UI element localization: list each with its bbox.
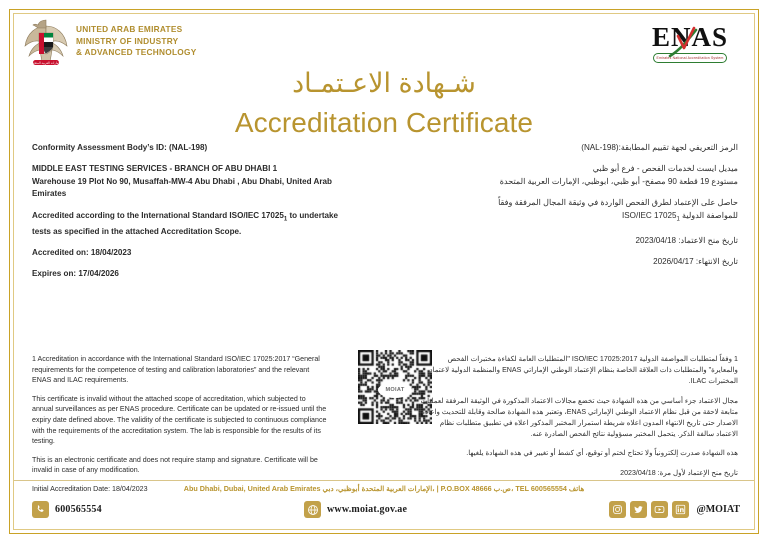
note-validity-en: This certificate is invalid without the attached scope of accreditation, which subjected to annual surveillances as per ENAS procedure. Certificate can be updated or re-issued until the expiry date defined above. The validity of the certificate is subjected to continuous compliance with the requirements of the accreditation system. The lab is responsible for the results of its testing. xyxy=(32,394,327,446)
footer-phone-number: 600565554 xyxy=(55,504,102,515)
footer-website-url: www.moiat.gov.ae xyxy=(327,504,408,515)
twitter-icon[interactable] xyxy=(630,501,647,518)
footer-website[interactable] xyxy=(304,501,407,518)
cab-id-ar: الرمز التعريفي لجهة تقييم المطابقة:(NAL-198) xyxy=(581,143,738,152)
note-electronic-en: This is an electronic certificate and does not require stamp and signature. Certificate will be invalid in case of any modification. xyxy=(32,455,318,475)
enas-logo-wordmark: ENAS xyxy=(651,22,729,52)
footer-address-line: Abu Dhabi, Dubai, United Arab Emirates الإمارات العربية المتحدة أبوظبي، دبي، | P.O.BOX 48666 ص.ب، TEL 600565554 هاتف xyxy=(183,484,585,493)
uae-falcon-emblem-icon xyxy=(22,16,70,68)
standard-statement-ar xyxy=(408,197,738,225)
ministry-line-2: MINISTRY OF INDUSTRY xyxy=(76,35,179,46)
body-column-english xyxy=(32,142,352,290)
note-footnote-en: 1 Accreditation in accordance with the International Standard ISO/IEC 17025:2017 “General requirements for the competence of testing and calibration laboratories” and the relevant ENAS and ILAC requirements. xyxy=(32,355,320,385)
certificate-header xyxy=(14,14,754,74)
certificate-title-arabic: شـهادة الاعـتمـاد xyxy=(292,68,476,98)
note-electronic-ar: هذه الشهادة صدرت إلكترونياً ولا تحتاج لختم أو توقيع، أي كشط أو تغيير في هذه الشهادة يلغيها. xyxy=(466,449,738,458)
initial-accreditation-date-en: Initial Accreditation Date: 18/04/2023 xyxy=(32,484,148,493)
organization-address-en: Warehouse 19 Plot No 90, Musaffah-MW-4 Abu Dhabi , Abu Dhabi, United Arab Emirates xyxy=(32,176,332,199)
enas-logo-subtitle: Emirates National Accreditation System xyxy=(653,53,728,63)
linkedin-icon[interactable] xyxy=(672,501,689,518)
certificate-body xyxy=(14,142,754,317)
instagram-icon[interactable] xyxy=(609,501,626,518)
organization-address-ar: مستودع 19 قطعة 90 مصفح- أبو ظبي، ابوظبي، الإمارات العربية المتحدة xyxy=(499,176,738,186)
globe-icon xyxy=(304,501,321,518)
footer-phone[interactable] xyxy=(32,501,102,518)
body-column-arabic xyxy=(408,142,738,277)
standard-footnote-marker-ar: 1 xyxy=(676,216,680,223)
svg-text:الإمارات العربية المتحدة: الإمارات العربية المتحدة xyxy=(31,61,61,65)
accredited-on-ar: تاريخ منح الاعتماد: 2023/04/18 xyxy=(635,235,738,245)
certificate-title-english: Accreditation Certificate xyxy=(234,107,534,138)
standard-statement-en xyxy=(32,210,352,238)
enas-logo xyxy=(638,22,742,68)
note-footnote-ar: 1 وفقاً لمتطلبات المواصفة الدولية ISO/IEC 17025:2017 "المتطلبات العامة لكفاءة مختبرات الفحص والمعايرة" والمتطلبات ذات العلاقة الخاصة بنظام الإعتماد الوطني الإماراتي ENAS والمنظمة الدولية لاعتماد المختبرات ILAC. xyxy=(429,355,738,386)
phone-icon xyxy=(32,501,49,518)
ministry-name xyxy=(76,24,197,59)
standard-statement-en-a: Accredited according to the International Standard ISO/IEC 17025 xyxy=(32,210,284,220)
youtube-icon[interactable] xyxy=(651,501,668,518)
ministry-line-1: UNITED ARAB EMIRATES xyxy=(76,24,183,34)
organization-name-ar: ميديل ايست لخدمات الفحص - فرع أبو ظبي xyxy=(592,164,738,174)
initial-accreditation-date-ar: تاريخ منح الإعتماد لأول مرة: 2023/04/18 xyxy=(620,468,738,477)
certificate-footer xyxy=(14,480,754,529)
accredited-on-en: Accredited on: 18/04/2023 xyxy=(32,248,132,258)
footer-social-handle: @MOIAT xyxy=(696,504,740,515)
organization-name-en: MIDDLE EAST TESTING SERVICES - BRANCH OF ABU DHABI 1 xyxy=(32,164,278,174)
notes-arabic xyxy=(420,354,738,487)
expires-on-ar: تاريخ الانتهاء: 2026/04/17 xyxy=(653,257,738,267)
qr-center-label: MOIAT xyxy=(378,382,412,398)
standard-statement-ar-a: حاصل على الإعتماد لطرق الفحص الواردة في وثيقة المجال المرفقة وفقاً xyxy=(498,198,738,208)
standard-statement-ar-b-text: للمواصفة الدولية ISO/IEC 17025 xyxy=(622,210,738,220)
standard-statement-ar-b xyxy=(408,210,738,226)
standard-statement-en-b: to undertake tests as specified in the attached Accreditation Scope. xyxy=(32,210,339,236)
note-validity-ar: مجال الاعتماد جزء أساسي من هذه الشهادة حيث تخضع مجالات الاعتماد المذكورة في الوثيقة المرفقة لعمليات متابعة لاحقة من قبل نظام الاعتماد الوطني الإماراتي ENAS، وتعتبر هذه الشهادة صالحة وقابلة للتحديث واعادة الاصدار حتى تاريخ الانتهاء المدون اعلاه شريطة استمرار المختبر المذكور اعلاه في تطبيق متطلبات نظام الاعتماد سالفة الذكر. يتحمل المختبر مسؤولية نتائج الفحص الصادرة عنه. xyxy=(420,396,738,439)
ministry-line-3: & ADVANCED TECHNOLOGY xyxy=(76,47,197,57)
expires-on-en: Expires on: 17/04/2026 xyxy=(32,269,119,279)
standard-footnote-marker-en: 1 xyxy=(283,216,288,223)
cab-id-en: Conformity Assessment Body’s ID: (NAL-198) xyxy=(32,143,208,152)
footer-social-links xyxy=(609,501,740,518)
